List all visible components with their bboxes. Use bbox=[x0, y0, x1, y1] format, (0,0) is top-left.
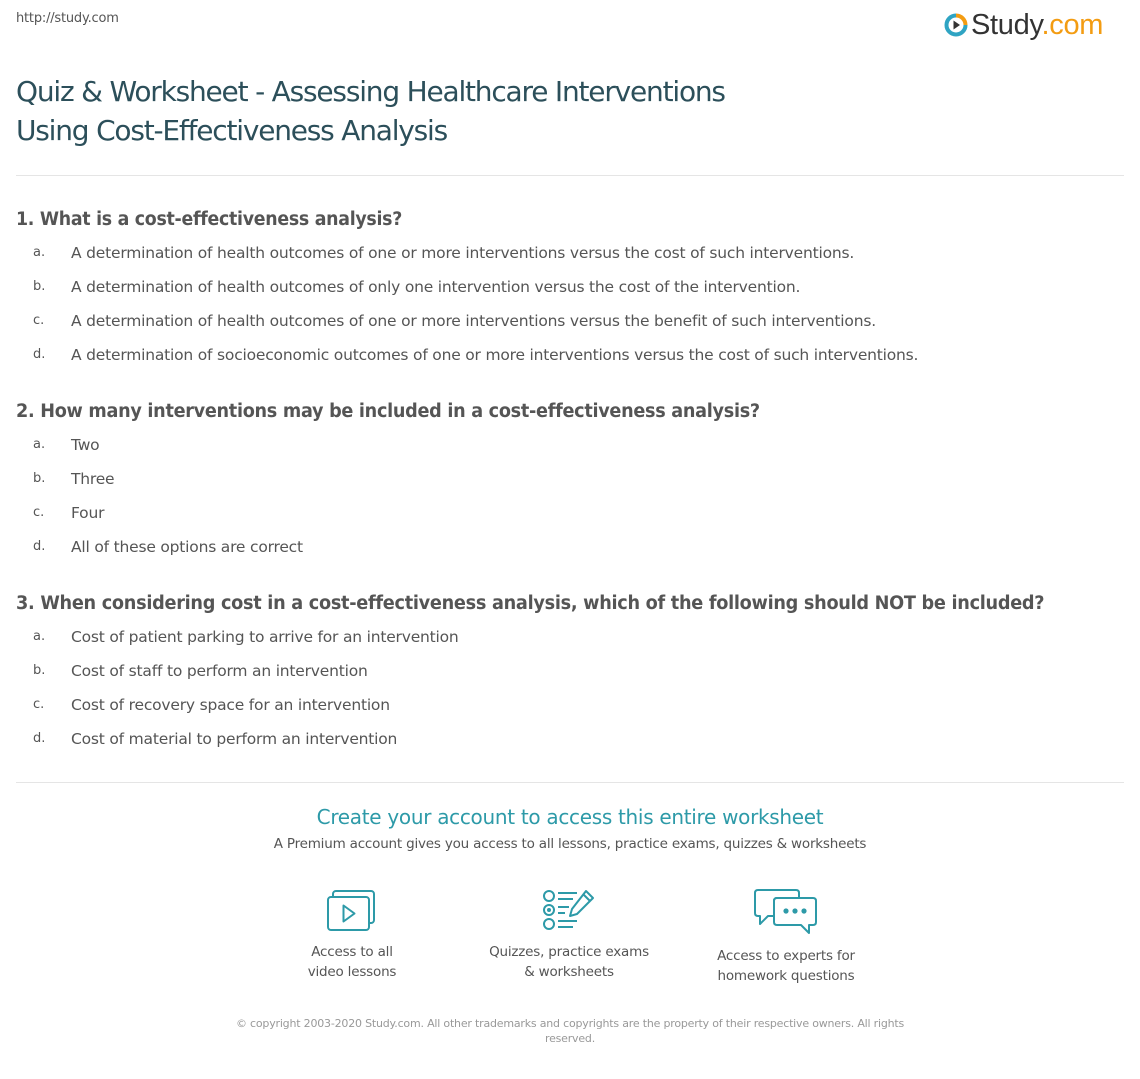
option-text: All of these options are correct bbox=[71, 538, 303, 556]
title-line-2: Using Cost-Effectiveness Analysis bbox=[16, 114, 448, 147]
logo-wordmark bbox=[971, 9, 1103, 42]
option-letter: b. bbox=[33, 279, 46, 294]
option-text: A determination of socioeconomic outcomes of one or more interventions versus the cost of such interventions. bbox=[71, 346, 919, 364]
study-logo[interactable] bbox=[944, 8, 1103, 42]
logo-text: Study bbox=[971, 8, 1042, 41]
footer-line-2: reserved. bbox=[544, 1032, 596, 1045]
video-lessons-icon bbox=[326, 888, 378, 934]
option-text: A determination of health outcomes of one or more interventions versus the cost of such interventions. bbox=[71, 244, 855, 262]
option-letter: a. bbox=[33, 629, 46, 644]
option-letter: c. bbox=[33, 505, 45, 520]
option-letter: a. bbox=[33, 245, 46, 260]
question-3: 3. When considering cost in a cost-effectiveness analysis, which of the following should NOT be included? bbox=[16, 593, 1045, 614]
feature-label-line-1: Quizzes, practice exams bbox=[489, 944, 649, 960]
footer-line-1: © copyright 2003-2020 Study.com. All other trademarks and copyrights are the property of their respective owners. All rights bbox=[235, 1017, 905, 1030]
option-letter: b. bbox=[33, 663, 46, 678]
option-text: Four bbox=[71, 504, 105, 522]
option-text: Three bbox=[71, 470, 115, 488]
option-letter: d. bbox=[33, 347, 46, 362]
option-letter: b. bbox=[33, 471, 46, 486]
title-line-1: Quiz & Worksheet - Assessing Healthcare Interventions bbox=[16, 75, 725, 108]
option-text: Cost of recovery space for an intervention bbox=[71, 696, 390, 714]
option-text: Two bbox=[71, 436, 100, 454]
option-letter: a. bbox=[33, 437, 46, 452]
page-title bbox=[16, 72, 876, 150]
option-letter: d. bbox=[33, 731, 46, 746]
option-letter: c. bbox=[33, 697, 45, 712]
option-letter: c. bbox=[33, 313, 45, 328]
feature-label-line-1: Access to experts for bbox=[717, 948, 855, 964]
copyright-footer bbox=[210, 1016, 930, 1046]
question-1: 1. What is a cost-effectiveness analysis? bbox=[16, 209, 403, 230]
feature-video-lessons bbox=[252, 888, 452, 982]
feature-label-line-2: homework questions bbox=[717, 968, 855, 984]
feature-label-line-2: & worksheets bbox=[524, 964, 614, 980]
play-circle-logo-icon bbox=[944, 13, 968, 37]
create-account-link[interactable]: Create your account to access this entire worksheet bbox=[316, 805, 824, 829]
feature-label-line-1: Access to all bbox=[311, 944, 393, 960]
option-text: A determination of health outcomes of one or more interventions versus the benefit of such interventions. bbox=[71, 312, 876, 330]
feature-quizzes bbox=[469, 888, 669, 982]
cta-divider bbox=[16, 782, 1124, 783]
page-url[interactable]: http://study.com bbox=[16, 11, 119, 26]
question-2: 2. How many interventions may be included in a cost-effectiveness analysis? bbox=[16, 401, 760, 422]
title-divider bbox=[16, 175, 1124, 176]
premium-description: A Premium account gives you access to all lessons, practice exams, quizzes & worksheets bbox=[273, 836, 867, 852]
option-letter: d. bbox=[33, 539, 46, 554]
option-text: A determination of health outcomes of only one intervention versus the cost of the intervention. bbox=[71, 278, 801, 296]
feature-label-line-2: video lessons bbox=[307, 964, 397, 980]
feature-experts bbox=[686, 888, 886, 986]
option-text: Cost of patient parking to arrive for an intervention bbox=[71, 628, 459, 646]
chat-bubbles-icon bbox=[754, 888, 818, 938]
option-text: Cost of staff to perform an intervention bbox=[71, 662, 368, 680]
quiz-checklist-icon bbox=[541, 888, 597, 934]
logo-dot-com: .com bbox=[1041, 8, 1104, 41]
option-text: Cost of material to perform an intervention bbox=[71, 730, 398, 748]
